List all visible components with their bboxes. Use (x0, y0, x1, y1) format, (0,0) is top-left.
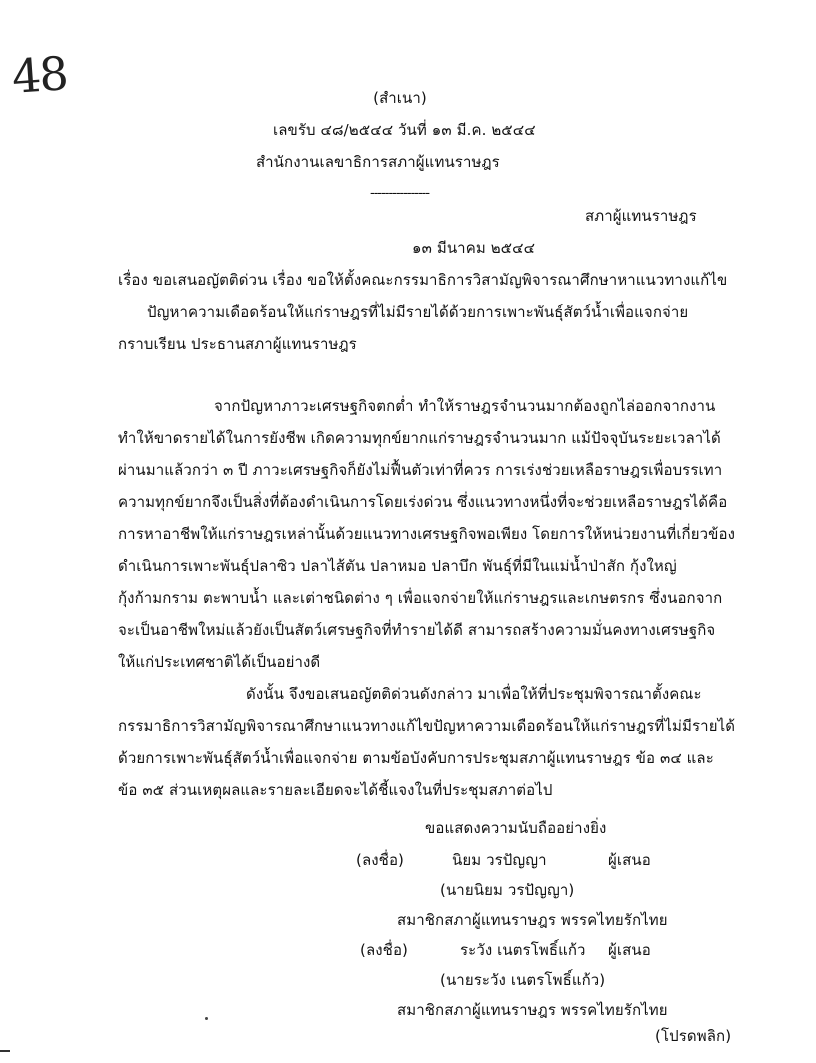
closing: ขอแสดงความนับถืออย่างยิ่ง (425, 819, 607, 837)
paragraph-2-line: กรรมาธิการวิสามัญพิจารณาศึกษาแนวทางแก้ไขปัญหาความเดือดร้อนให้แก่ราษฎรที่ไม่มีรายได้ (118, 717, 736, 735)
office-name: สำนักงานเลขาธิการสภาผู้แทนราษฎร (256, 153, 500, 171)
paragraph-1-line: จะเป็นอาชีพใหม่แล้วยังเป็นสัตว์เศรษฐกิจที่ทำรายได้ดี สามารถสร้างความมั่นคงทางเศรษฐกิจ (118, 621, 716, 639)
location: สภาผู้แทนราษฎร (585, 207, 697, 225)
header-separator: ---------------- (370, 186, 430, 201)
signature-name: ระวัง เนตรโพธิ์แก้ว (460, 941, 586, 959)
paragraph-1-line: ดำเนินการเพาะพันธุ์ปลาซิว ปลาไส้ตัน ปลาหมอ ปลาบึก พันธุ์ที่มีในแม่น้ำป่าสัก กุ้งใหญ่ (118, 557, 677, 575)
sign-label: (ลงชื่อ) (360, 941, 409, 959)
member-position: สมาชิกสภาผู้แทนราษฎร พรรคไทยรักไทย (397, 911, 668, 929)
please-turn-over-note: (โปรดพลิก) (655, 1027, 732, 1045)
copy-label: (สำเนา) (373, 89, 427, 107)
paragraph-1-line: ให้แก่ประเทศชาติได้เป็นอย่างดี (118, 653, 321, 671)
paragraph-2-line: ดังนั้น จึงขอเสนอญัตติด่วนดังกล่าว มาเพื่อให้ที่ประชุมพิจารณาตั้งคณะ (246, 685, 702, 703)
signature-name: นิยม วรปัญญา (452, 851, 547, 869)
receipt-line: เลขรับ ๔๘/๒๕๔๔ วันที่ ๑๓ มี.ค. ๒๕๔๔ (273, 121, 536, 139)
printed-name: (นายระวัง เนตรโพธิ์แก้ว) (440, 971, 606, 989)
scan-speck (205, 1017, 208, 1020)
subject-line-1: เรื่อง ขอเสนอญัตติด่วน เรื่อง ขอให้ตั้งคณะกรรมาธิการวิสามัญพิจารณาศึกษาหาแนวทางแก้ไข (118, 271, 728, 289)
paragraph-1-line: กุ้งก้ามกราม ตะพาบน้ำ และเต่าชนิดต่าง ๆ เพื่อแจกจ่ายให้แก่ราษฎรและเกษตรกร ซึ่งนอกจาก (118, 589, 723, 607)
paragraph-1-line: การหาอาชีพให้แก่ราษฎรเหล่านั้นด้วยแนวทางเศรษฐกิจพอเพียง โดยการให้หน่วยงานที่เกี่ยวข้อง (118, 525, 736, 543)
paragraph-1-line: ผ่านมาแล้วกว่า ๓ ปี ภาวะเศรษฐกิจก็ยังไม่ฟื้นตัวเท่าที่ควร การเร่งช่วยเหลือราษฎรเพื่อบรรเทา (118, 461, 723, 479)
paragraph-1-line: จากปัญหาภาวะเศรษฐกิจตกต่ำ ทำให้ราษฎรจำนวนมากต้องถูกไล่ออกจากงาน (214, 397, 716, 415)
salutation: กราบเรียน ประธานสภาผู้แทนราษฎร (118, 335, 357, 353)
document-date: ๑๓ มีนาคม ๒๕๔๔ (412, 239, 536, 257)
sign-label: (ลงชื่อ) (356, 851, 405, 869)
member-position: สมาชิกสภาผู้แทนราษฎร พรรคไทยรักไทย (397, 1001, 668, 1019)
subject-line-2: ปัญหาความเดือดร้อนให้แก่ราษฎรที่ไม่มีรายได้ด้วยการเพาะพันธุ์สัตว์น้ำเพื่อแจกจ่าย (147, 303, 689, 321)
scan-edge-mark (0, 1050, 10, 1052)
signatory-role: ผู้เสนอ (608, 941, 651, 959)
paragraph-2-line: ด้วยการเพาะพันธุ์สัตว์น้ำเพื่อแจกจ่าย ตามข้อบังคับการประชุมสภาผู้แทนราษฎร ข้อ ๓๔ และ (118, 749, 714, 767)
signatory-role: ผู้เสนอ (608, 851, 651, 869)
paragraph-1-line: ความทุกข์ยากจึงเป็นสิ่งที่ต้องดำเนินการโดยเร่งด่วน ซึ่งแนวทางหนึ่งที่จะช่วยเหลือราษฎรได้คือ (118, 493, 728, 511)
paragraph-1-line: ทำให้ขาดรายได้ในการยังชีพ เกิดความทุกข์ยากแก่ราษฎรจำนวนมาก แม้ปัจจุบันระยะเวลาได้ (118, 429, 721, 447)
printed-name: (นายนิยม วรปัญญา) (440, 881, 575, 899)
paragraph-2-line: ข้อ ๓๕ ส่วนเหตุผลและรายละเอียดจะได้ชี้แจงในที่ประชุมสภาต่อไป (118, 781, 553, 799)
handwritten-page-number: 48 (10, 46, 69, 104)
